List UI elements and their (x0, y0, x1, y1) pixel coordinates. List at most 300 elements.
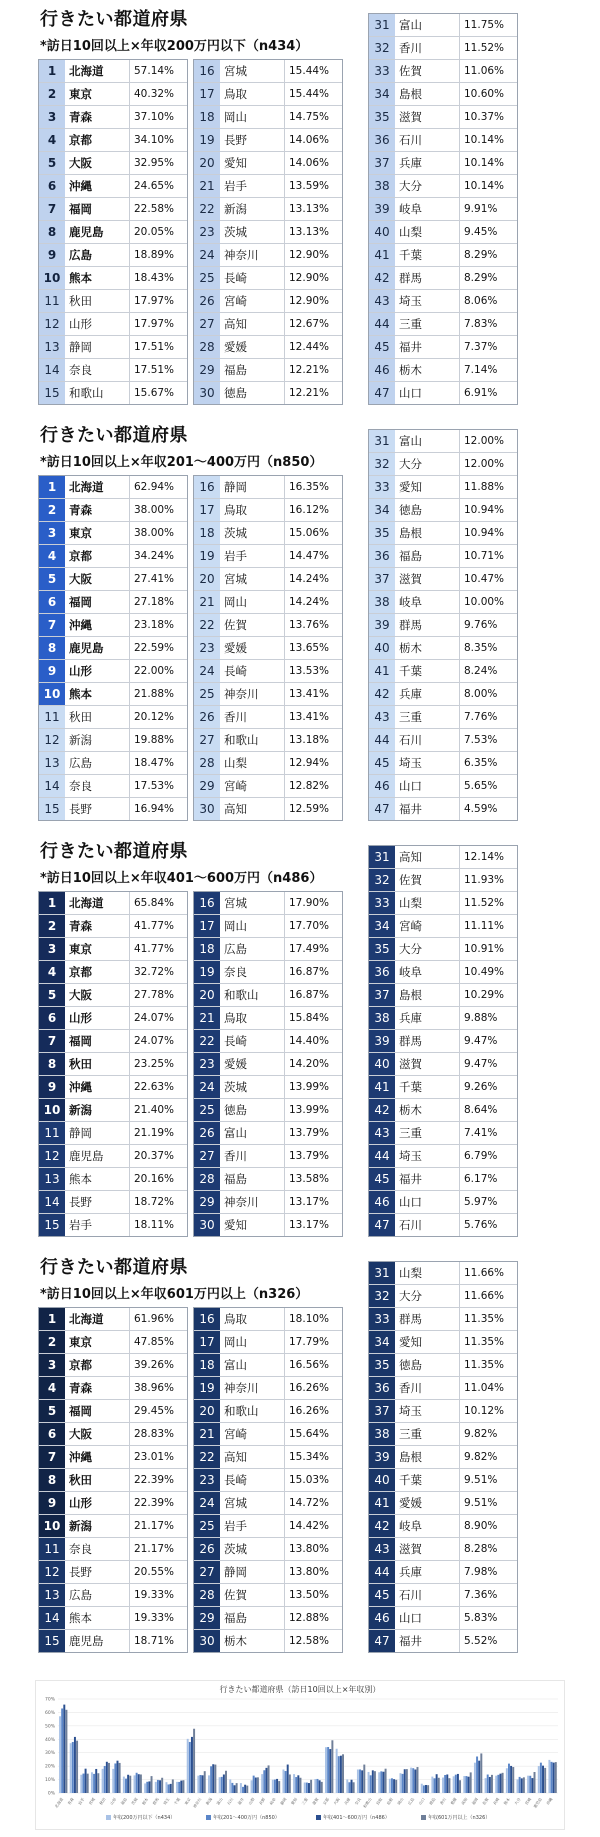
prefecture-name: 高知 (224, 1450, 247, 1464)
percentage-value: 13.41% (289, 711, 330, 723)
prefecture-name: 東京 (69, 87, 92, 101)
rank-cell: 11 (39, 1538, 65, 1560)
percentage-value: 37.10% (134, 111, 175, 123)
table-row (369, 14, 517, 37)
table-row (39, 1191, 187, 1214)
percentage-value: 21.40% (134, 1104, 175, 1116)
prefecture-name: 広島 (69, 248, 92, 262)
table-row (194, 290, 342, 313)
percentage-value: 22.00% (134, 665, 175, 677)
bar (61, 1708, 63, 1793)
rank-cell: 37 (369, 568, 395, 590)
rank-cell: 26 (194, 706, 220, 728)
bar (314, 1779, 316, 1793)
ranking-section (38, 1252, 548, 1648)
prefecture-name: 兵庫 (399, 1011, 422, 1025)
rank-cell: 33 (369, 476, 395, 498)
table-row (194, 1584, 342, 1607)
percentage-value: 11.52% (464, 897, 505, 909)
percentage-value: 18.72% (134, 1196, 175, 1208)
percentage-value: 6.35% (464, 757, 498, 769)
rank-cell: 28 (194, 752, 220, 774)
table-row (194, 752, 342, 775)
rank-cell: 5 (39, 568, 65, 590)
percentage-value: 4.59% (464, 803, 498, 815)
percentage-value: 14.40% (289, 1035, 330, 1047)
rank-cell: 6 (39, 591, 65, 613)
prefecture-name: 岡山 (224, 595, 247, 609)
percentage-value: 10.94% (464, 504, 505, 516)
bar (255, 1778, 257, 1793)
percentage-value: 11.11% (464, 920, 505, 932)
prefecture-name: 群馬 (399, 1034, 422, 1048)
bar (212, 1764, 214, 1793)
percentage-value: 14.42% (289, 1520, 330, 1532)
bar (421, 1784, 423, 1793)
table-row (369, 1331, 517, 1354)
bar (363, 1765, 365, 1793)
percentage-value: 22.63% (134, 1081, 175, 1093)
prefecture-name: 岩手 (69, 1218, 92, 1232)
prefecture-name: 山梨 (399, 1266, 422, 1280)
prefecture-name: 熊本 (69, 1172, 92, 1186)
prefecture-name: 徳島 (224, 386, 247, 400)
table-row (369, 892, 517, 915)
prefecture-name: 宮崎 (224, 1427, 247, 1441)
table-row (39, 175, 187, 198)
table-row (369, 798, 517, 821)
bar (146, 1782, 148, 1793)
percentage-value: 34.10% (134, 134, 175, 146)
bar (308, 1783, 310, 1793)
bar (425, 1785, 427, 1793)
prefecture-name: 栃木 (399, 1103, 422, 1117)
table-row (369, 1168, 517, 1191)
percentage-value: 11.88% (464, 481, 505, 493)
bar (534, 1772, 536, 1793)
x-tick-label: 山梨 (247, 1796, 256, 1806)
rank-cell: 11 (39, 706, 65, 728)
rank-cell: 12 (39, 1561, 65, 1583)
rank-cell: 46 (369, 775, 395, 797)
table-row (194, 892, 342, 915)
bar (340, 1756, 342, 1793)
chart-svg (36, 1681, 564, 1829)
percentage-value: 13.18% (289, 734, 330, 746)
x-tick-label: 福井 (236, 1796, 245, 1806)
ranking-table-col1 (38, 475, 188, 821)
rank-cell: 11 (39, 290, 65, 312)
table-row (194, 152, 342, 175)
table-row (194, 984, 342, 1007)
rank-cell: 16 (194, 60, 220, 82)
table-row (369, 915, 517, 938)
prefecture-name: 秋田 (69, 710, 92, 724)
rank-cell: 39 (369, 198, 395, 220)
rank-cell: 25 (194, 683, 220, 705)
ranking-section (38, 420, 548, 816)
bar (244, 1785, 246, 1793)
bar (240, 1783, 242, 1793)
percentage-value: 16.26% (289, 1405, 330, 1417)
bar (138, 1774, 140, 1793)
rank-cell: 1 (39, 1308, 65, 1330)
percentage-value: 38.00% (134, 504, 175, 516)
ranking-table-col1 (38, 59, 188, 405)
bar (265, 1768, 267, 1793)
prefecture-name: 香川 (224, 1149, 247, 1163)
bar (199, 1775, 201, 1793)
bar (540, 1763, 542, 1793)
percentage-value: 13.41% (289, 688, 330, 700)
percentage-value: 15.64% (289, 1428, 330, 1440)
rank-cell: 20 (194, 984, 220, 1006)
x-tick-label: 群馬 (151, 1796, 160, 1806)
percentage-value: 21.19% (134, 1127, 175, 1139)
table-row (39, 267, 187, 290)
table-row (194, 267, 342, 290)
bar (395, 1780, 397, 1793)
ranking-table-col2 (193, 1307, 343, 1653)
bar (204, 1771, 206, 1793)
table-row (39, 1584, 187, 1607)
table-row (194, 938, 342, 961)
prefecture-name: 北海道 (69, 896, 104, 910)
rank-cell: 27 (194, 313, 220, 335)
rank-cell: 39 (369, 614, 395, 636)
bar (172, 1779, 174, 1793)
rank-cell: 24 (194, 1076, 220, 1098)
percentage-value: 27.18% (134, 596, 175, 608)
rank-cell: 9 (39, 660, 65, 682)
table-row (194, 175, 342, 198)
prefecture-name: 静岡 (69, 1126, 92, 1140)
rank-cell: 35 (369, 106, 395, 128)
bar (406, 1769, 408, 1793)
rank-cell: 6 (39, 175, 65, 197)
table-row (194, 382, 342, 405)
percentage-value: 12.00% (464, 435, 505, 447)
bar (268, 1765, 270, 1793)
ranking-table-col2 (193, 891, 343, 1237)
percentage-value: 12.21% (289, 364, 330, 376)
table-row (39, 476, 187, 499)
x-tick-label: 愛媛 (449, 1796, 458, 1806)
bar (114, 1763, 116, 1793)
bar (342, 1754, 344, 1793)
bar (393, 1779, 395, 1793)
percentage-value: 19.88% (134, 734, 175, 746)
x-tick-label: 岡山 (396, 1796, 405, 1806)
rank-cell: 47 (369, 1214, 395, 1236)
percentage-value: 6.79% (464, 1150, 498, 1162)
percentage-value: 9.45% (464, 226, 498, 238)
table-row (369, 1053, 517, 1076)
table-row (194, 476, 342, 499)
prefecture-name: 山梨 (399, 225, 422, 239)
prefecture-name: 北海道 (69, 1312, 104, 1326)
table-row (369, 846, 517, 869)
legend-item (316, 1814, 390, 1821)
bar (180, 1781, 182, 1793)
prefecture-name: 福岡 (69, 202, 92, 216)
percentage-value: 16.35% (289, 481, 330, 493)
table-row (39, 775, 187, 798)
rank-cell: 31 (369, 1262, 395, 1284)
percentage-value: 11.93% (464, 874, 505, 886)
bar (346, 1779, 348, 1793)
percentage-value: 10.00% (464, 596, 505, 608)
table-row (39, 729, 187, 752)
table-row (369, 359, 517, 382)
table-row (194, 499, 342, 522)
bar (512, 1767, 514, 1793)
table-row (194, 1331, 342, 1354)
rank-cell: 1 (39, 60, 65, 82)
prefecture-name: 滋賀 (399, 1542, 422, 1556)
bar (112, 1769, 114, 1793)
rank-cell: 12 (39, 729, 65, 751)
prefecture-name: 奈良 (224, 965, 247, 979)
rank-cell: 29 (194, 1191, 220, 1213)
prefecture-name: 愛知 (224, 156, 247, 170)
table-row (369, 1400, 517, 1423)
table-row (39, 60, 187, 83)
prefecture-name: 奈良 (69, 1542, 92, 1556)
table-row (194, 1515, 342, 1538)
prefecture-name: 熊本 (69, 1611, 92, 1625)
table-row (194, 1538, 342, 1561)
percentage-value: 10.60% (464, 88, 505, 100)
percentage-value: 10.47% (464, 573, 505, 585)
percentage-value: 15.06% (289, 527, 330, 539)
bar (91, 1772, 93, 1793)
x-tick-label: 埼玉 (162, 1796, 171, 1806)
x-tick-label: 兵庫 (342, 1796, 352, 1806)
percentage-value: 27.78% (134, 989, 175, 1001)
bar (282, 1769, 284, 1793)
prefecture-name: 島根 (399, 87, 422, 101)
percentage-value: 17.49% (289, 943, 330, 955)
bar (431, 1777, 433, 1793)
table-row (39, 637, 187, 660)
prefecture-name: 神奈川 (224, 1195, 259, 1209)
table-row (194, 729, 342, 752)
bar (491, 1775, 493, 1793)
rank-cell: 47 (369, 798, 395, 820)
prefecture-name: 宮城 (224, 64, 247, 78)
section-title: 行きたい都道府県 (40, 841, 188, 862)
prefecture-name: 鳥取 (224, 503, 247, 517)
rank-cell: 43 (369, 706, 395, 728)
table-row (194, 775, 342, 798)
percentage-value: 7.98% (464, 1566, 498, 1578)
table-row (369, 660, 517, 683)
percentage-value: 14.72% (289, 1497, 330, 1509)
bar (148, 1781, 150, 1793)
percentage-value: 39.26% (134, 1359, 175, 1371)
bar (293, 1774, 295, 1793)
table-row (369, 1191, 517, 1214)
percentage-value: 13.59% (289, 180, 330, 192)
table-row (194, 1423, 342, 1446)
rank-cell: 25 (194, 1515, 220, 1537)
bar (502, 1773, 504, 1793)
bar (506, 1768, 508, 1793)
prefecture-name: 三重 (399, 1126, 422, 1140)
bar (489, 1777, 491, 1793)
percentage-value: 22.58% (134, 203, 175, 215)
rank-cell: 40 (369, 1053, 395, 1075)
prefecture-name: 大阪 (69, 156, 92, 170)
rank-cell: 23 (194, 1469, 220, 1491)
rank-cell: 22 (194, 198, 220, 220)
rank-cell: 40 (369, 1469, 395, 1491)
percentage-value: 17.51% (134, 341, 175, 353)
rank-cell: 23 (194, 637, 220, 659)
rank-cell: 7 (39, 1446, 65, 1468)
table-row (39, 106, 187, 129)
bar (412, 1768, 414, 1793)
rank-cell: 10 (39, 267, 65, 289)
legend-label: 年収401～600万円（n486） (323, 1815, 390, 1821)
prefecture-name: 大阪 (69, 1427, 92, 1441)
bar (359, 1769, 361, 1793)
prefecture-name: 香川 (224, 710, 247, 724)
bar (404, 1769, 406, 1793)
prefecture-name: 群馬 (399, 1312, 422, 1326)
rank-cell: 34 (369, 1331, 395, 1353)
table-row (194, 1191, 342, 1214)
table-row (369, 1630, 517, 1653)
percentage-value: 7.36% (464, 1589, 498, 1601)
percentage-value: 8.06% (464, 295, 498, 307)
percentage-value: 18.71% (134, 1635, 175, 1647)
rank-cell: 40 (369, 221, 395, 243)
prefecture-name: 兵庫 (399, 1565, 422, 1579)
rank-cell: 34 (369, 83, 395, 105)
prefecture-name: 和歌山 (224, 733, 259, 747)
table-row (369, 1099, 517, 1122)
prefecture-name: 千葉 (399, 664, 422, 678)
table-row (39, 1168, 187, 1191)
x-tick-label: 宮崎 (523, 1796, 533, 1806)
table-row (369, 591, 517, 614)
percentage-value: 16.94% (134, 803, 175, 815)
table-row (369, 336, 517, 359)
table-row (369, 1515, 517, 1538)
rank-cell: 27 (194, 729, 220, 751)
rank-cell: 46 (369, 1191, 395, 1213)
rank-cell: 18 (194, 522, 220, 544)
rank-cell: 7 (39, 614, 65, 636)
bar (219, 1777, 221, 1793)
rank-cell: 2 (39, 499, 65, 521)
prefecture-name: 三重 (399, 710, 422, 724)
table-row (194, 1007, 342, 1030)
bar (538, 1766, 540, 1793)
percentage-value: 57.14% (134, 65, 175, 77)
percentage-value: 16.56% (289, 1359, 330, 1371)
percentage-value: 22.39% (134, 1497, 175, 1509)
percentage-value: 5.52% (464, 1635, 498, 1647)
bar (508, 1764, 510, 1793)
prefecture-name: 三重 (399, 1427, 422, 1441)
rank-cell: 16 (194, 892, 220, 914)
rank-cell: 11 (39, 1122, 65, 1144)
rank-cell: 25 (194, 267, 220, 289)
rank-cell: 31 (369, 846, 395, 868)
bar (427, 1785, 429, 1793)
table-row (369, 568, 517, 591)
table-row (194, 961, 342, 984)
legend-swatch (206, 1815, 211, 1820)
table-row (369, 106, 517, 129)
percentage-value: 38.00% (134, 527, 175, 539)
percentage-value: 18.47% (134, 757, 175, 769)
prefecture-name: 鹿児島 (69, 1634, 104, 1648)
table-row (194, 1607, 342, 1630)
bar (310, 1780, 312, 1793)
prefecture-name: 熊本 (69, 687, 92, 701)
bar (191, 1737, 193, 1793)
rank-cell: 4 (39, 1377, 65, 1399)
table-row (194, 336, 342, 359)
prefecture-name: 青森 (69, 503, 92, 517)
bar (304, 1782, 306, 1793)
table-row (194, 568, 342, 591)
x-tick-label: 栃木 (140, 1796, 150, 1806)
rank-cell: 19 (194, 545, 220, 567)
prefecture-name: 福島 (224, 1172, 247, 1186)
bar (242, 1787, 244, 1793)
bar (80, 1775, 82, 1793)
bar (187, 1739, 189, 1793)
prefecture-name: 山口 (399, 779, 422, 793)
bar (370, 1775, 372, 1793)
table-row (39, 1053, 187, 1076)
x-tick-label: 秋田 (98, 1796, 107, 1806)
rank-cell: 10 (39, 683, 65, 705)
percentage-value: 9.76% (464, 619, 498, 631)
percentage-value: 14.24% (289, 573, 330, 585)
rank-cell: 24 (194, 660, 220, 682)
bar (480, 1753, 482, 1793)
x-tick-label: 愛知 (289, 1796, 299, 1806)
bar (274, 1780, 276, 1793)
percentage-value: 9.51% (464, 1497, 498, 1509)
prefecture-name: 京都 (69, 1358, 92, 1372)
prefecture-name: 福井 (399, 340, 422, 354)
chart-title: 行きたい都道府県（訪日10回以上×年収別） (219, 1685, 381, 1694)
rank-cell: 34 (369, 499, 395, 521)
bar (221, 1777, 223, 1793)
rank-cell: 10 (39, 1099, 65, 1121)
table-row (369, 961, 517, 984)
prefecture-name: 島根 (399, 988, 422, 1002)
rank-cell: 35 (369, 522, 395, 544)
rank-cell: 38 (369, 175, 395, 197)
bar (317, 1779, 319, 1793)
rank-cell: 41 (369, 244, 395, 266)
percentage-value: 14.06% (289, 134, 330, 146)
x-tick-label: 富山 (215, 1796, 224, 1806)
percentage-value: 12.44% (289, 341, 330, 353)
rank-cell: 28 (194, 336, 220, 358)
percentage-value: 8.90% (464, 1520, 498, 1532)
percentage-value: 15.44% (289, 88, 330, 100)
prefecture-name: 新潟 (69, 733, 92, 747)
